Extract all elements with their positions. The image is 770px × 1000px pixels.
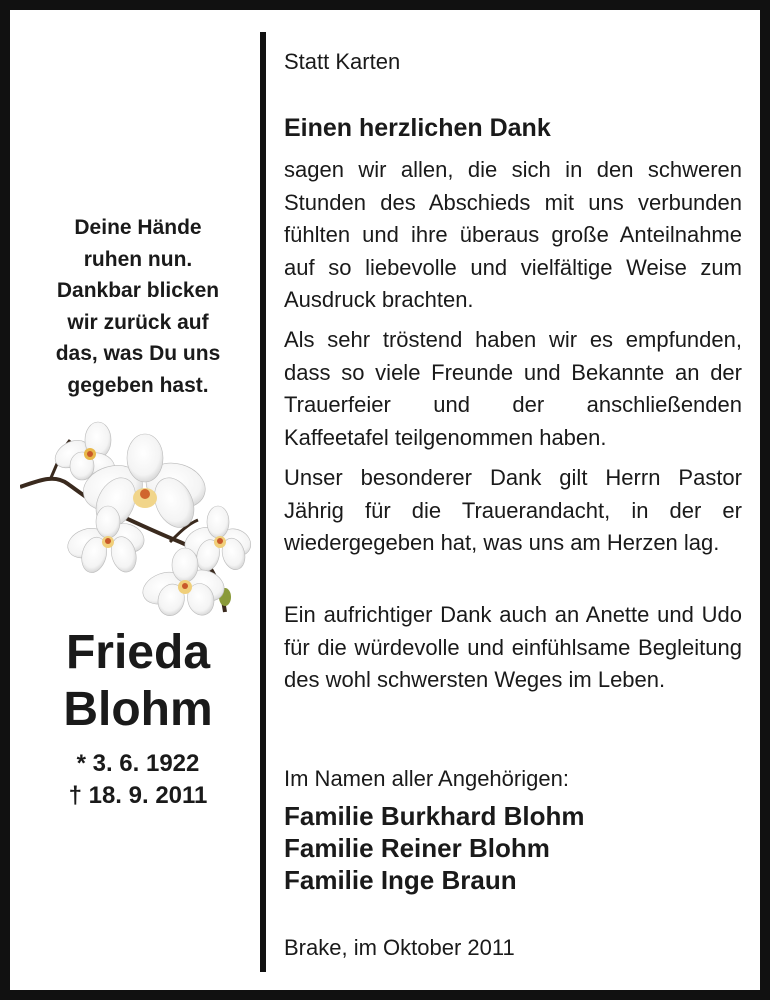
salutation: Statt Karten <box>284 49 401 74</box>
verse-line: gegeben hast. <box>67 373 209 397</box>
paragraph: Unser besonderer Dank gilt Herrn Pastor Jährig für die Trauerandacht, in der er wiedergegeben hat, was uns am Herzen lag. <box>284 465 742 555</box>
paragraph: sagen wir allen, die sich in den schweren Stunden des Abschieds mit uns verbunden fühlten und ihre überaus große Anteilnahme auf so liebevolle und vielfältige Weise zum Ausdruck brachten. <box>284 157 742 312</box>
closing-line: Im Namen aller Angehörigen: <box>284 766 569 791</box>
place-date: Brake, im Oktober 2011 <box>284 935 515 960</box>
life-dates <box>20 748 256 812</box>
family-name: Familie Burkhard Blohm <box>284 801 585 831</box>
death-date: † 18. 9. 2011 <box>68 782 208 809</box>
family-signatures <box>284 800 585 896</box>
birth-date: * 3. 6. 1922 <box>76 750 200 777</box>
verse-line: Dankbar blicken <box>56 279 220 302</box>
paragraph: Als sehr tröstend haben wir es empfunden, dass so viele Freunde und Bekannte an der Trauerfeier und der anschließenden Kaffeetafel teilgenommen haben. <box>284 327 742 450</box>
verse-line: Deine Hände <box>74 216 202 239</box>
orchid-image <box>20 392 256 622</box>
column-divider <box>260 32 266 972</box>
first-name: Frieda <box>65 626 211 679</box>
verse-line: wir zurück auf <box>67 310 209 334</box>
last-name: Blohm <box>63 683 213 736</box>
thanks-heading: Einen herzlichen Dank <box>284 114 551 142</box>
family-name: Familie Inge Braun <box>284 865 517 895</box>
deceased-name <box>20 624 256 738</box>
paragraph: Ein aufrichtiger Dank auch an Anette und Udo für die würdevolle und einfühlsame Begleitung des wohl schwersten Weges im Leben. <box>284 602 742 692</box>
verse-line: ruhen nun. <box>83 247 193 271</box>
verse-line: das, was Du uns <box>55 342 221 365</box>
family-name: Familie Reiner Blohm <box>284 833 550 863</box>
left-column <box>20 20 256 1000</box>
memorial-verse <box>20 212 256 401</box>
right-column <box>284 20 744 1000</box>
